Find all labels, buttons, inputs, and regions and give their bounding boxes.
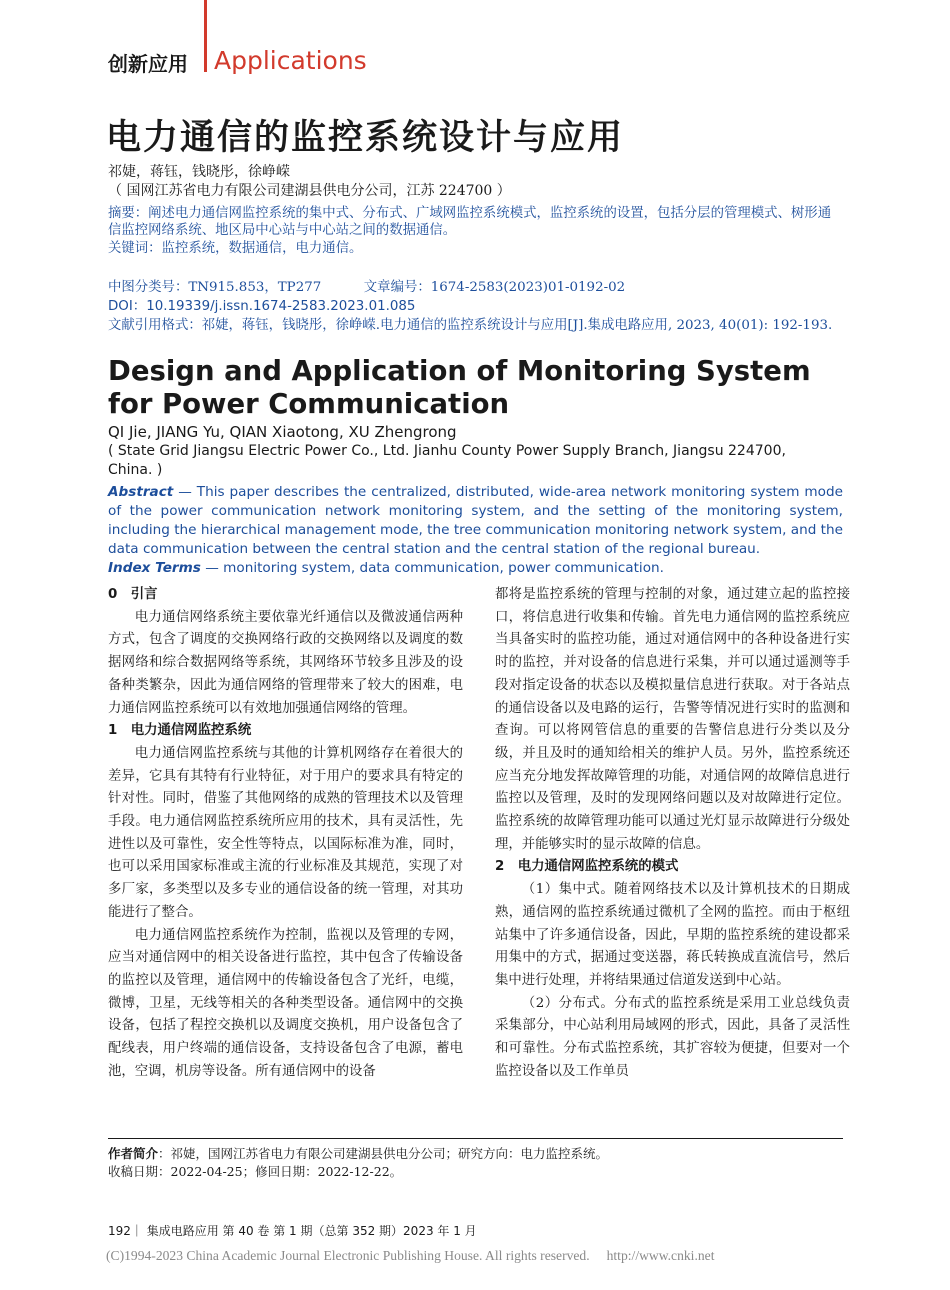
abstract-en-text: This paper describes the centralized, distributed, wide-area network monitoring system mode of the power communication network monitoring system, and the setting of the monitoring system, including the hierarchical management mode, the tree communication monitoring network system, and the data communication between the central station and the central station of the regional bureau. [108, 484, 843, 557]
section-heading-2: 2 电力通信网监控系统的模式 [495, 859, 679, 875]
index-terms-dash: — [200, 560, 224, 576]
header-accent-bar [204, 0, 207, 72]
author-note-label: 作者简介 [108, 1146, 159, 1161]
abstract-en-label: Abstract [108, 484, 174, 500]
section-heading-0: 0 引言 [108, 587, 158, 602]
paragraph: （2）分布式。分布式的监控系统是采用工业总线负责采集部分，中心站利用局域网的形式，因此，具备了灵活性和可靠性。分布式监控系统，其扩容较为便捷，但要对一个监控设备以及工作单员 [495, 995, 850, 1079]
paragraph: 电力通信网监控系统作为控制，监视以及管理的专网，应当对通信网中的相关设备进行监控，其中包含了传输设备的监控以及管理，通信网中的传输设备包含了光纤，电缆，微博，卫星，无线等相关的各种类型设备。通信网中的交换设备，包括了程控交换机以及调度交换机，用户设备包含了配线表，用户终端的通信设备，支持设备包含了电源，蓄电池，空调，机房等设备。所有通信网中的设备 [108, 927, 463, 1079]
authors-en: QI Jie, JIANG Yu, QIAN Xiaotong, XU Zhengrong [108, 423, 457, 441]
paragraph: 都将是监控系统的管理与控制的对象，通过建立起的监控接口，将信息进行收集和传输。首先电力通信网的监控系统应当具备实时的监控功能，通过对通信网中的各种设备进行实时的监控，并对设备的信息进行采集，并可以通过遥测等手段对指定设备的状态以及模拟量信息进行获取。对于各站点的通信设备以及电路的运行，告警等情况进行实时的监测和查询。可以将网管信息的重要的告警信息进行分类以及分级，并且及时的通知给相关的维护人员。另外，监控系统还应当充分地发挥故障管理的功能，对通信网的故障信息进行监控以及管理，及时的发现网络问题以及对故障进行定位。监控系统的故障管理功能可以通过光灯显示故障进行分级处理，并能够实时的显示故障的信息。 [495, 587, 850, 852]
keywords-cn: 关键词：监控系统，数据通信，电力通信。 [108, 241, 363, 256]
page-folio: 192｜ 集成电路应用 第 40 卷 第 1 期（总第 352 期）2023 年 1 月 [108, 1224, 477, 1238]
author-note [108, 1144, 608, 1162]
section-label-en: Applications [214, 46, 367, 75]
body-column-right [495, 584, 850, 1083]
title-en: Design and Application of Monitoring System for Power Communication [108, 355, 811, 420]
paragraph: （1）集中式。随着网络技术以及计算机技术的日期成熟，通信网的监控系统通过微机了全网的监控。而由于枢纽站集中了许多通信设备，因此，早期的监控系统的建设都采用集中的方式，据通过变送器，蒋氏转换成直流信号，然后集中进行处理，并将结果通过信道发送到中心站。 [495, 882, 850, 988]
classification-line [108, 279, 625, 296]
title-cn: 电力通信的监控系统设计与应用 [106, 118, 625, 158]
citation-format: 文献引用格式：祁婕，蒋钰，钱晓彤，徐峥嵘.电力通信的监控系统设计与应用[J].集成电路应用, 2023, 40(01): 192-193. [108, 318, 833, 333]
affiliation-en: ( State Grid Jiangsu Electric Power Co., Ltd. Jianhu County Power Supply Branch, Jiangsu 224700, China. ) [108, 443, 786, 478]
abstract-en [108, 483, 843, 559]
abstract-cn: 摘要：阐述电力通信网监控系统的集中式、分布式、广域网监控系统模式，监控系统的设置，包括分层的管理模式、树形通信监控网络系统、地区局中心站与中心站之间的数据通信。 [108, 206, 832, 238]
index-terms-en [108, 560, 843, 576]
footnote-divider [108, 1138, 843, 1139]
section-label-cn: 创新应用 [108, 52, 188, 76]
paragraph: 电力通信网监控系统与其他的计算机网络存在着很大的差异，它具有其特有行业特征，对于用户的要求具有特定的针对性。同时，借鉴了其他网络的成熟的管理技术以及管理手段。电力通信网监控系统所应用的技术，具有灵活性，先进性以及可靠性，安全性等特点，以国际标准为准，同时，也可以采用国家标准或主流的行业标准及其规范，实现了对多厂家，多类型以及多专业的通信设备的统一管理，对其功能进行了整合。 [108, 745, 463, 920]
paragraph: 电力通信网络系统主要依靠光纤通信以及微波通信两种方式，包含了调度的交换网络行政的交换网络以及调度的数据网络和综合数据网络等系统，其网络环节较多且涉及的设备种类繁杂，因此为通信网络的管理带来了较大的困难，电力通信网监控系统可以有效地加强通信网络的管理。 [108, 609, 463, 716]
received-dates: 收稿日期：2022-04-25；修回日期：2022-12-22。 [108, 1164, 403, 1179]
doi: DOI：10.19339/j.issn.1674-2583.2023.01.085 [108, 299, 416, 314]
body-column-left [108, 584, 463, 1083]
abstract-en-dash: — [173, 484, 197, 500]
clc-number: 中图分类号：TN915.853，TP277 [108, 280, 322, 295]
authors-cn: 祁婕，蒋钰，钱晓彤，徐峥嵘 [108, 164, 290, 180]
index-terms-text: monitoring system, data communication, power communication. [223, 560, 664, 576]
author-note-text: ：祁婕，国网江苏省电力有限公司建湖县供电分公司；研究方向：电力监控系统。 [158, 1146, 609, 1161]
index-terms-label: Index Terms [108, 560, 201, 576]
section-heading-1: 1 电力通信网监控系统 [108, 723, 252, 739]
copyright-watermark: (C)1994-2023 China Academic Journal Electronic Publishing House. All rights reserved. http://www.cnki.net [106, 1248, 715, 1263]
article-number: 文章编号：1674-2583(2023)01-0192-02 [363, 280, 626, 295]
affiliation-cn: （ 国网江苏省电力有限公司建湖县供电分公司，江苏 224700 ） [108, 183, 511, 199]
